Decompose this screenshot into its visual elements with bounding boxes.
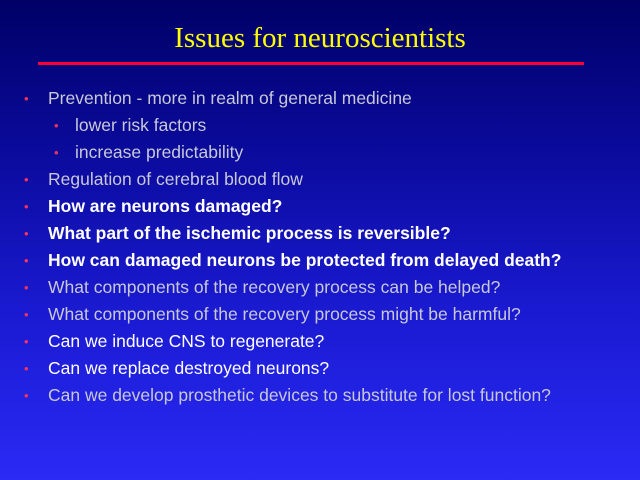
bullet-text: How are neurons damaged?	[48, 196, 283, 216]
bullet-item	[0, 248, 640, 275]
bullet-text: Can we develop prosthetic devices to substitute for lost function?	[48, 385, 551, 405]
bullet-text: Regulation of cerebral blood flow	[48, 169, 303, 189]
bullet-text: What components of the recovery process might be harmful?	[48, 304, 521, 324]
slide-title: Issues for neuroscientists	[174, 22, 466, 54]
bullet-text: What part of the ischemic process is reversible?	[48, 223, 451, 243]
bullet-text: What components of the recovery process can be helped?	[48, 277, 501, 297]
bullet-text: increase predictability	[75, 142, 244, 162]
bullet-item	[0, 275, 640, 302]
bullet-item	[0, 86, 640, 113]
bullet-dot-icon: •	[24, 91, 29, 106]
bullet-text: Can we replace destroyed neurons?	[48, 358, 330, 378]
bullet-dot-icon: •	[24, 334, 29, 349]
bullet-dot-icon: •	[24, 307, 29, 322]
bullet-item	[0, 356, 640, 383]
bullet-dot-icon: •	[54, 118, 59, 133]
bullet-text: Can we induce CNS to regenerate?	[48, 331, 325, 351]
bullet-item	[0, 383, 640, 410]
bullet-list	[0, 86, 640, 410]
bullet-dot-icon: •	[24, 253, 29, 268]
bullet-dot-icon: •	[24, 388, 29, 403]
bullet-dot-icon: •	[24, 361, 29, 376]
bullet-item	[0, 194, 640, 221]
bullet-dot-icon: •	[24, 172, 29, 187]
bullet-item	[0, 302, 640, 329]
bullet-item	[0, 167, 640, 194]
bullet-dot-icon: •	[54, 145, 59, 160]
bullet-text: Prevention - more in realm of general medicine	[48, 88, 412, 108]
bullet-text: lower risk factors	[75, 115, 207, 135]
bullet-dot-icon: •	[24, 280, 29, 295]
bullet-item	[0, 113, 640, 140]
bullet-item	[0, 140, 640, 167]
bullet-dot-icon: •	[24, 226, 29, 241]
bullet-item	[0, 329, 640, 356]
bullet-text: How can damaged neurons be protected from delayed death?	[48, 250, 562, 270]
title-underline	[38, 62, 584, 65]
bullet-dot-icon: •	[24, 199, 29, 214]
bullet-item	[0, 221, 640, 248]
